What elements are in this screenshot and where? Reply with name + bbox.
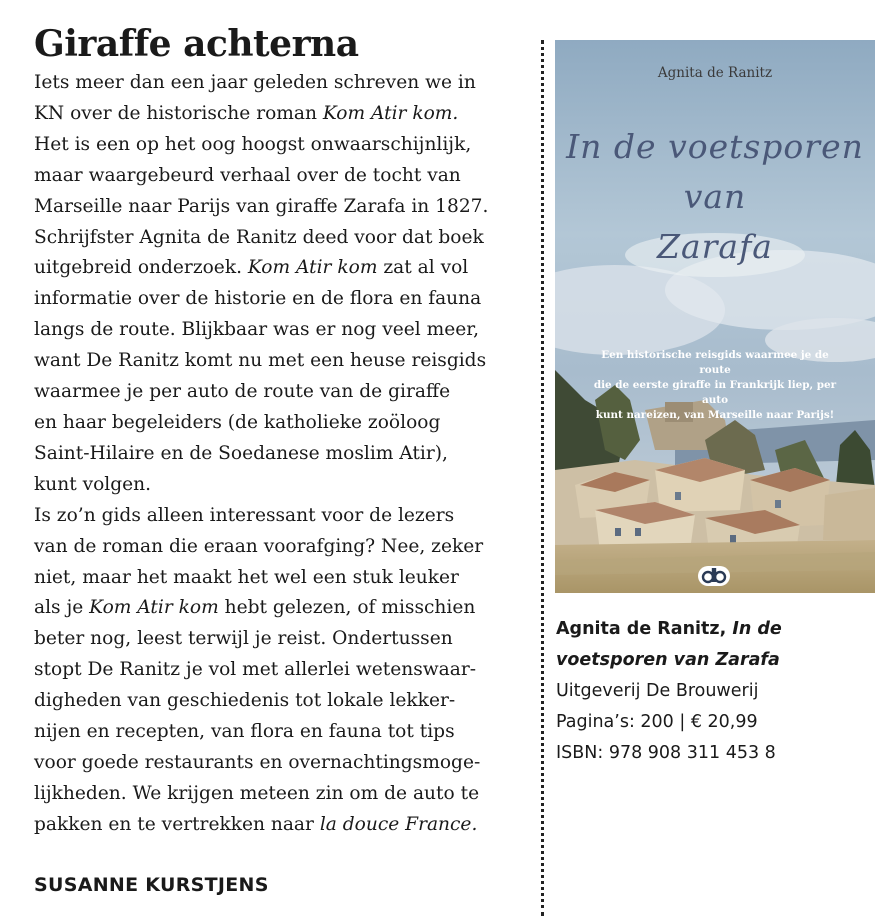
body-text-segment: stopt De Ranitz je vol met allerlei wetenswaar- (34, 659, 477, 681)
cover-title (555, 122, 875, 272)
book-info-pages-price: Pagina’s: 200 | € 20,99 (556, 712, 758, 732)
body-line (34, 346, 534, 377)
body-line (34, 408, 534, 439)
body-text-segment: waarmee je per auto de route van de giraffe (34, 381, 451, 403)
body-line (34, 439, 534, 470)
body-text-segment: Saint-Hilaire en de Soedanese moslim Atir), (34, 442, 448, 464)
article-author: SUSANNE KURSTJENS (34, 874, 269, 896)
body-text-segment: maar waargebeurd verhaal over de tocht van (34, 164, 461, 186)
book-title-mention: Kom Atir kom (89, 597, 219, 619)
article-body (34, 68, 534, 841)
body-text-segment: Is zo’n gids alleen interessant voor de lezers (34, 504, 455, 526)
body-line (34, 624, 534, 655)
book-info-title-line (556, 614, 876, 645)
book-title-mention: la douce France. (319, 813, 478, 835)
publisher-logo-icon (697, 565, 731, 587)
body-line (34, 377, 534, 408)
body-line (34, 686, 534, 717)
body-line (34, 532, 534, 563)
body-line (34, 99, 534, 130)
book-info-isbn: ISBN: 978 908 311 453 8 (556, 743, 776, 763)
cover-title-line: Zarafa (657, 227, 773, 266)
body-line (34, 223, 534, 254)
book-info-publisher: Uitgeverij De Brouwerij (556, 681, 759, 701)
body-text-segment: Schrijfster Agnita de Ranitz deed voor dat boek (34, 226, 484, 248)
body-line (34, 563, 534, 594)
cover-blurb-line: die de eerste giraffe in Frankrijk liep, per auto (593, 379, 837, 406)
body-line (34, 130, 534, 161)
body-text-segment: als je (34, 597, 90, 619)
book-title-mention: Kom Atir kom. (322, 102, 459, 124)
book-cover (555, 40, 875, 593)
body-text-segment: kunt volgen. (34, 473, 152, 495)
body-text-segment: informatie over de historie en de flora en fauna (34, 288, 482, 310)
body-line (34, 470, 534, 501)
body-text-segment: Iets meer dan een jaar geleden schreven we in (34, 72, 476, 93)
body-text-segment: voor goede restaurants en overnachtingsmoge- (34, 751, 481, 773)
body-line (34, 779, 534, 810)
body-text-segment: uitgebreid onderzoek. (34, 257, 248, 279)
body-line (34, 655, 534, 686)
body-text-segment: nijen en recepten, van flora en fauna tot tips (34, 721, 455, 743)
body-line (34, 501, 534, 532)
body-text-segment: van de roman die eraan voorafging? Nee, zeker (34, 535, 484, 557)
body-text-segment: Marseille naar Parijs van giraffe Zarafa in 1827. (34, 195, 489, 217)
cover-blurb (585, 348, 845, 423)
body-text-segment: pakken en te vertrekken naar (34, 813, 320, 835)
body-text-segment: lijkheden. We krijgen meteen zin om de auto te (34, 782, 480, 804)
column-divider (541, 40, 544, 916)
body-text-segment: zat al vol (377, 257, 469, 279)
cover-author: Agnita de Ranitz (657, 65, 773, 81)
body-text-segment: KN over de historische roman (34, 102, 323, 124)
body-line (34, 253, 534, 284)
body-line (34, 192, 534, 223)
book-info-title: In de (732, 619, 782, 639)
cover-title-line: In de voetsporen (566, 127, 864, 166)
body-text-segment: Het is een op het oog hoogst onwaarschijnlijk, (34, 133, 472, 155)
body-text-segment: en haar begeleiders (de katholieke zoöloog (34, 411, 441, 433)
body-line (34, 593, 534, 624)
body-text-segment: digheden van geschiedenis tot lokale lekker- (34, 690, 456, 712)
body-line (34, 810, 534, 841)
body-text-segment: want De Ranitz komt nu met een heuse reisgids (34, 350, 487, 372)
cover-blurb-line: kunt nareizen, van Marseille naar Parijs! (595, 409, 835, 421)
book-info-author: Agnita de Ranitz, (556, 619, 733, 639)
book-info-title: voetsporen van Zarafa (556, 650, 780, 670)
article-title: Giraffe achterna (34, 23, 359, 65)
body-text-segment: langs de route. Blijkbaar was er nog veel meer, (34, 319, 479, 341)
body-text-segment: niet, maar het maakt het wel een stuk leuker (34, 566, 459, 588)
cover-blurb-line: Een historische reisgids waarmee je de route (601, 349, 829, 376)
body-line (34, 748, 534, 779)
body-line (34, 717, 534, 748)
book-info-title-line (556, 645, 876, 676)
book-title-mention: Kom Atir kom (247, 257, 378, 279)
body-line (34, 315, 534, 346)
cover-title-line: van (683, 177, 747, 216)
body-line (34, 161, 534, 192)
body-line (34, 284, 534, 315)
book-info (556, 614, 876, 769)
body-text-segment: beter nog, leest terwijl je reist. Ondertussen (34, 628, 453, 650)
body-text-segment: hebt gelezen, of misschien (218, 597, 476, 619)
body-line (34, 68, 534, 99)
